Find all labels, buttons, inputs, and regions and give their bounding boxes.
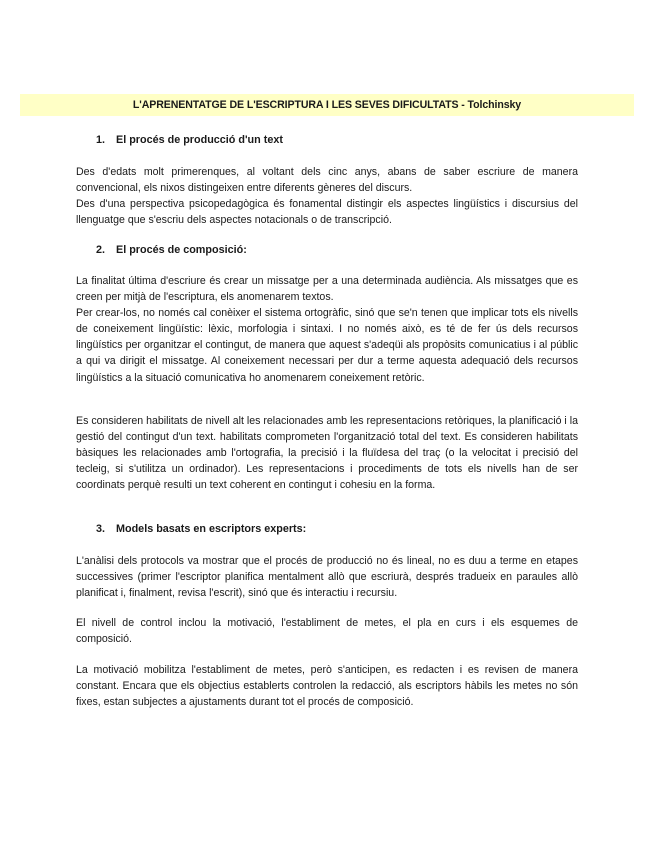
paragraph: Per crear-los, no només cal conèixer el sistema ortogràfic, sinó que se'n tenen que implicar tots els nivells de coneixement lingüístic: lèxic, morfologia i sintaxi. I no només això, es té de fer ús dels recursos lingüístics per organitzar el contingut, de manera que aquest s'adeqüi als propòsits comunicatius i al públic a qui va dirigit el missatge. Al coneixement necessari per dur a terme aquesta adequació dels recursos lingüístics a la situació comunicativa ho anomenarem coneixement retòric. — [76, 307, 578, 384]
section-3-title: Models basats en escriptors experts: — [116, 523, 307, 535]
title-banner — [20, 94, 634, 116]
section-3-heading — [96, 523, 306, 535]
paragraph: Des d'edats molt primerenques, al voltant dels cinc anys, abans de saber escriure de manera convencional, els nixos distingeixen entre diferents gèneres del discurs. — [76, 166, 578, 195]
section-3-number: 3. — [96, 523, 106, 535]
paragraph: La motivació mobilitza l'establiment de metes, però s'anticipen, es redacten i es revisen de manera constant. Encara que els objectius establerts controlen la redacció, als escriptors hàbils les metes no són fixes, estan subjectes a ajustaments durant tot el procés de composició. — [76, 664, 578, 709]
section-2-paragraph-block-a — [76, 273, 578, 386]
section-1-title: El procés de producció d'un text — [116, 134, 283, 146]
paragraph: El nivell de control inclou la motivació, l'establiment de metes, el pla en curs i els esquemes de composició. — [76, 617, 578, 646]
section-3-paragraph-1 — [76, 553, 578, 601]
section-2-heading — [96, 244, 247, 256]
paragraph: Des d'una perspectiva psicopedagògica és fonamental distingir els aspectes lingüístics i discursius del llenguatge que s'escriu dels aspectes notacionals o de transcripció. — [76, 198, 578, 227]
section-1-heading — [96, 134, 283, 146]
section-2-number: 2. — [96, 244, 106, 256]
paragraph: La finalitat última d'escriure és crear un missatge per a una determinada audiència. Als missatges que es creen per mitjà de l'escriptura, els anomenarem textos. — [76, 275, 578, 304]
section-3-paragraph-2 — [76, 615, 578, 647]
paragraph: L'anàlisi dels protocols va mostrar que el procés de producció no és lineal, no es duu a terme en etapes successives (primer l'escriptor planifica mentalment allò que escriurà, després tradueix en paraules allò planificat i, finalment, revisa l'escrit), sinó que és interactiu i recursiu. — [76, 555, 578, 600]
section-3-paragraph-3 — [76, 662, 578, 710]
section-1-number: 1. — [96, 134, 106, 146]
paragraph: Es consideren habilitats de nivell alt les relacionades amb les representacions retòriques, la planificació i la gestió del contingut d'un text. habilitats comprometen l'organització total del text. Es consideren habilitats bàsiques les relacionades amb l'ortografia, la precisió i la fluïdesa del traç (o la velocitat i precisió del tecleig, si s'utilitza un ordinador). Les representacions i procediments de tots els nivells han de ser coordinats perquè resulti un text coherent en contingut i cohesiu en la forma. — [76, 415, 578, 492]
section-2-paragraph-block-b — [76, 413, 578, 493]
document-title: L'APRENENTATGE DE L'ESCRIPTURA I LES SEVES DIFICULTATS - Tolchinsky — [132, 99, 522, 111]
section-2-title: El procés de composició: — [116, 244, 247, 256]
section-1-paragraph-block — [76, 164, 578, 228]
